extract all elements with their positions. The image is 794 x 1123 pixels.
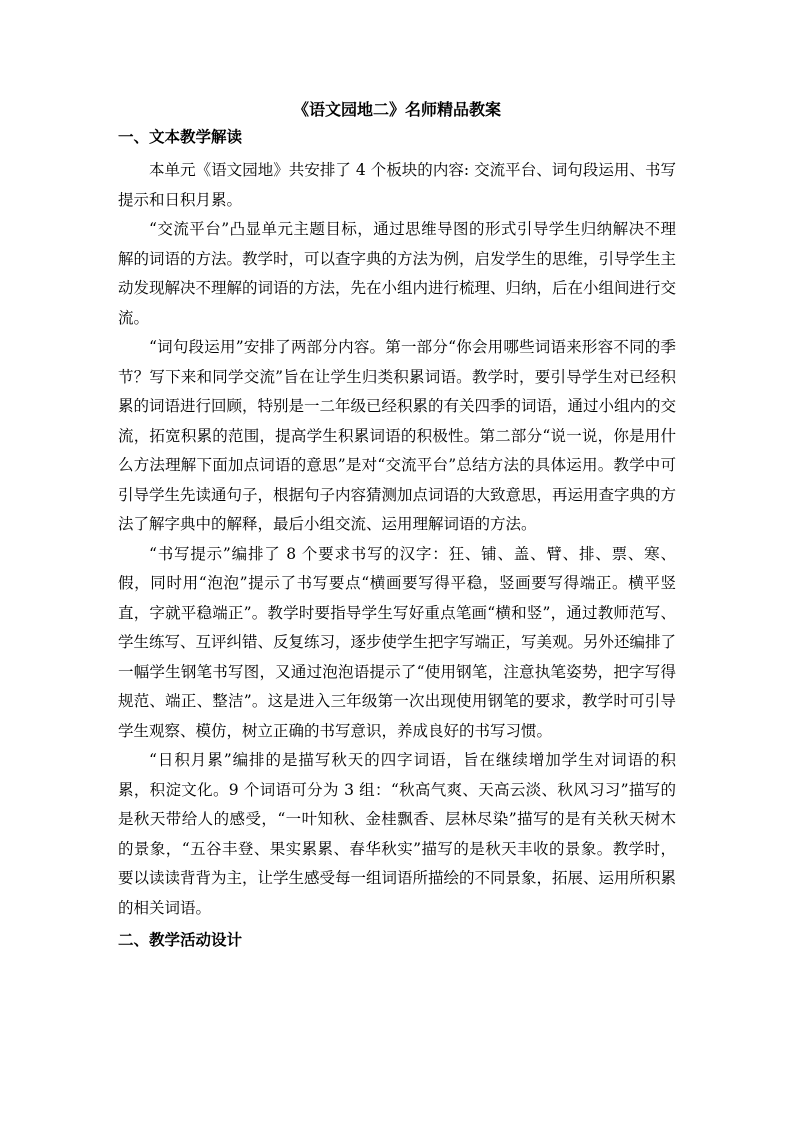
document-page bbox=[118, 100, 676, 959]
paragraph-word-sentence-usage: “词句段运用”安排了两部分内容。第一部分“你会用哪些词语来形容不同的季节？写下来和同学交流”旨在让学生归类积累词语。教学时，要引导学生对已经积累的词语进行回顾，特别是一二年级已经积累的有关四季的词语，通过小组内的交流，拓宽积累的范围，提高学生积累词语的积极性。第二部分“说一说，你是用什么方法理解下面加点词语的意思”是对“交流平台”总结方法的具体运用。教学中可引导学生先读通句子，根据句子内容猜测加点词语的大致意思，再运用查字典的方法了解字典中的解释，最后小组交流、运用理解词语的方法。 bbox=[118, 338, 677, 533]
paragraph-overview: 本单元《语文园地》共安排了 4 个板块的内容: 交流平台、词句段运用、书写提示和日积月累。 bbox=[118, 161, 676, 209]
section-activity-design bbox=[118, 929, 676, 951]
section-text-interpretation bbox=[118, 126, 676, 923]
paragraph-daily-accumulation: “日积月累”编排的是描写秋天的四字词语，旨在继续增加学生对词语的积累，积淀文化。9 个词语可分为 3 组：“秋高气爽、天高云淡、秋风习习”描写的是秋天带给人的感受，“一叶知秋、金桂飘香、层林尽染”描写的是有关秋天树木的景象，“五谷丰登、果实累累、春华秋实”描写的是秋天丰收的景象。教学时，要以读读背背为主，让学生感受每一组词语所描绘的不同景象，拓展、运用所积累的相关词语。 bbox=[118, 751, 677, 917]
section-heading: 二、教学活动设计 bbox=[118, 930, 243, 949]
document-title: 《语文园地二》名师精品教案 bbox=[292, 100, 501, 119]
section-heading: 一、文本教学解读 bbox=[118, 127, 243, 146]
paragraph-exchange-platform: “交流平台”凸显单元主题目标，通过思维导图的形式引导学生归纳解决不理解的词语的方法。教学时，可以查字典的方法为例，启发学生的思维，引导学生主动发现解决不理解的词语的方法，先在小组内进行梳理、归纳，后在小组间进行交流。 bbox=[118, 220, 677, 327]
paragraph-writing-tips: “书写提示”编排了 8 个要求书写的汉字：狂、铺、盖、臂、排、票、寒、假，同时用“泡泡”提示了书写要点“横画要写得平稳，竖画要写得端正。横平竖直，字就平稳端正”。教学时要指导学生写好重点笔画“横和竖”，通过教师范写、学生练写、互评纠错、反复练习，逐步使学生把字写端正，写美观。另外还编排了一幅学生钢笔书写图，又通过泡泡语提示了“使用钢笔，注意执笔姿势，把字写得规范、端正、整洁”。这是进入三年级第一次出现使用钢笔的要求，教学时可引导学生观察、模仿，树立正确的书写意识，养成良好的书写习惯。 bbox=[118, 544, 677, 740]
